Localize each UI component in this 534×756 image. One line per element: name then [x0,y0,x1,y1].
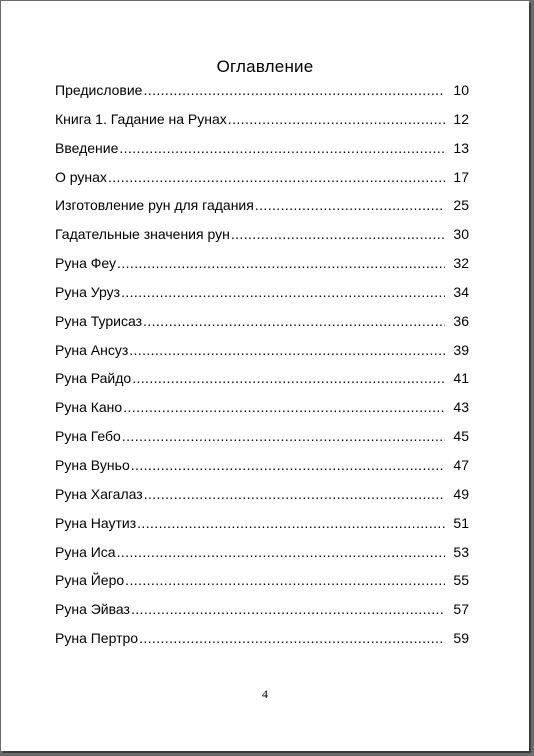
toc-entry-page: 25 [453,197,469,214]
page-title: Оглавление [216,57,314,76]
toc-entry [55,82,469,111]
toc-entry-page: 47 [453,456,469,473]
dot-leader [231,226,445,242]
toc-entry-title: Изготовление рун для гадания [55,197,254,214]
toc-entry-title: Руна Турисаз [55,312,143,329]
toc-entry-title: Руна Пертро [55,630,139,647]
dot-leader [228,111,445,127]
toc-entry-page: 36 [453,312,469,329]
toc-entry [55,572,469,601]
dot-leader [137,515,445,531]
dot-leader [144,486,445,502]
dot-leader [131,601,445,617]
toc-entry-page: 43 [453,399,469,416]
toc-entry-title: Предисловие [55,82,143,98]
dot-leader [108,169,445,185]
toc-entry-title: Введение [55,139,119,156]
toc-entry-title: Руна Наутиз [55,514,137,531]
dot-leader [131,457,445,473]
toc-entry-page: 13 [453,139,469,156]
toc-entry-page: 45 [453,428,469,445]
toc-entry-page: 17 [453,168,469,185]
dot-leader [119,140,445,156]
toc-entry [55,111,469,140]
toc-entry-title: Руна Хагалаз [55,485,143,502]
toc-entry [55,428,469,457]
toc-entry-page: 57 [453,601,469,618]
toc-entry-title: Руна Райдо [55,370,132,387]
toc-entry [55,370,469,399]
dot-leader [121,284,445,300]
dot-leader [132,370,445,386]
toc-entry-title: Руна Эйваз [55,601,130,618]
toc-entry [55,601,469,630]
toc-entry [55,313,469,342]
toc-entry-title: О рунах [55,168,107,185]
toc-entry-page: 34 [453,283,469,300]
toc-entry-page: 53 [453,543,469,560]
toc-entry-page: 51 [453,514,469,531]
toc-entry [55,342,469,371]
toc-entry-page: 49 [453,485,469,502]
dot-leader [129,342,445,358]
toc-entry-title: Руна Уруз [55,283,121,300]
toc-entry-page: 12 [453,110,469,127]
toc-entry-page: 10 [453,82,469,98]
dot-leader [122,428,445,444]
toc-entry [55,399,469,428]
dot-leader [139,630,445,646]
toc-entry-page: 32 [453,255,469,272]
toc-entry-title: Руна Вуньо [55,456,130,473]
toc-entry [55,140,469,169]
toc-entry-title: Руна Иса [55,543,116,560]
document-page [1,1,529,751]
toc-entry-title: Руна Гебо [55,428,121,445]
toc-entry-title: Руна Феу [55,255,117,272]
toc-entry-page: 41 [453,370,469,387]
dot-leader [117,544,445,560]
toc-entry [55,255,469,284]
toc-entry [55,630,469,659]
toc-entry-title: Руна Ансуз [55,341,129,358]
toc-entry-title: Руна Йеро [55,572,125,589]
toc-entry-page: 59 [453,630,469,647]
toc-entry-page: 39 [453,341,469,358]
toc-entry [55,515,469,544]
toc-entry-title: Руна Кано [55,399,123,416]
dot-leader [143,313,445,329]
toc-entry-page: 55 [453,572,469,589]
dot-leader [143,82,445,98]
toc-entry-page: 30 [453,226,469,243]
dot-leader [255,197,445,213]
toc-entry-title: Гадательные значения рун [55,226,230,243]
toc-entry [55,197,469,226]
toc-entry [55,226,469,255]
toc-entry-title: Книга 1. Гадание на Рунах [55,110,227,127]
toc-entry [55,486,469,515]
table-of-contents [55,82,469,659]
dot-leader [125,572,445,588]
page-number: 4 [262,687,268,701]
dot-leader [123,399,445,415]
toc-entry [55,457,469,486]
dot-leader [117,255,445,271]
toc-entry [55,544,469,573]
toc-entry [55,169,469,198]
toc-entry [55,284,469,313]
